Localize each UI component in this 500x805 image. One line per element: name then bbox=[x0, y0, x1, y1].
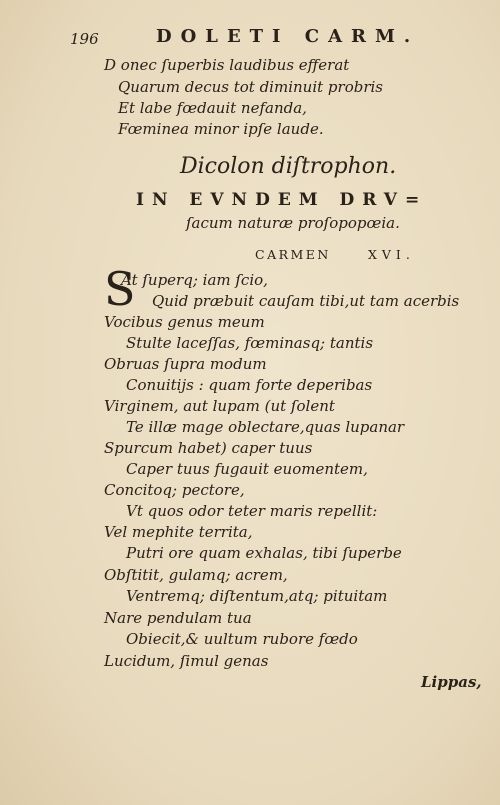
carmen-number: XVI. bbox=[368, 247, 415, 262]
poem-line: Putri ore quam exhalas, tibi ſuperbe bbox=[126, 544, 402, 562]
poem-line: Virginem, aut lupam (ut ſolent bbox=[104, 397, 335, 415]
poem-line: Vt quos odor teter maris repellit: bbox=[126, 502, 378, 520]
poem-line: Stulte laceſſas, fœminasq; tantis bbox=[126, 334, 374, 352]
poem-line: Concitoq; pectore, bbox=[104, 481, 245, 499]
page-header bbox=[70, 26, 440, 50]
stanza-line: D onec ſuperbis laudibus efferat bbox=[104, 56, 350, 74]
poem-first-line: At ſuperq; iam ſcio, bbox=[121, 271, 268, 289]
page-number: 196 bbox=[70, 30, 99, 48]
poem-line: Nare pendulam tua bbox=[104, 609, 252, 627]
poem-line: Te illæ mage oblectare,quas lupanar bbox=[126, 418, 405, 436]
poem-line: Lucidum, ſimul genas bbox=[104, 652, 269, 670]
stanza-line: Fœminea minor ipſe laude. bbox=[118, 120, 324, 138]
section-title: Dicolon diſtrophon. bbox=[180, 154, 397, 179]
poem-line: Obruas ſupra modum bbox=[104, 355, 267, 373]
section-heading: IN EVNDEM DRV= bbox=[136, 190, 428, 210]
poem-line: Conuitijs : quam forte deperibas bbox=[126, 376, 373, 394]
carmen-label: CARMEN bbox=[255, 247, 331, 262]
stanza-line: Et labe fœdauit nefanda, bbox=[118, 99, 307, 117]
drop-cap: S bbox=[104, 262, 136, 316]
poem-line: Caper tuus fugauit euomentem, bbox=[126, 460, 368, 478]
poem-line: Ventremq; diſtentum,atq; pituitam bbox=[126, 587, 388, 605]
poem-line: Obſtitit, gulamq; acrem, bbox=[104, 566, 288, 584]
stanza-line: Quarum decus tot diminuit probris bbox=[118, 78, 383, 96]
poem-line: Vel mephite territa, bbox=[104, 523, 253, 541]
poem-line: Spurcum habet) caper tuus bbox=[104, 439, 313, 457]
poem-line: Quid præbuit cauſam tibi,ut tam acerbis bbox=[152, 292, 460, 310]
poem-line: Obiecit,& uultum rubore fœdo bbox=[126, 630, 358, 648]
poem-line: Vocibus genus meum bbox=[104, 313, 265, 331]
running-title: DOLETI CARM. bbox=[156, 26, 420, 47]
catchword: Lippas, bbox=[421, 673, 482, 691]
section-subheading: ſacum naturæ proſopopœia. bbox=[186, 214, 400, 232]
